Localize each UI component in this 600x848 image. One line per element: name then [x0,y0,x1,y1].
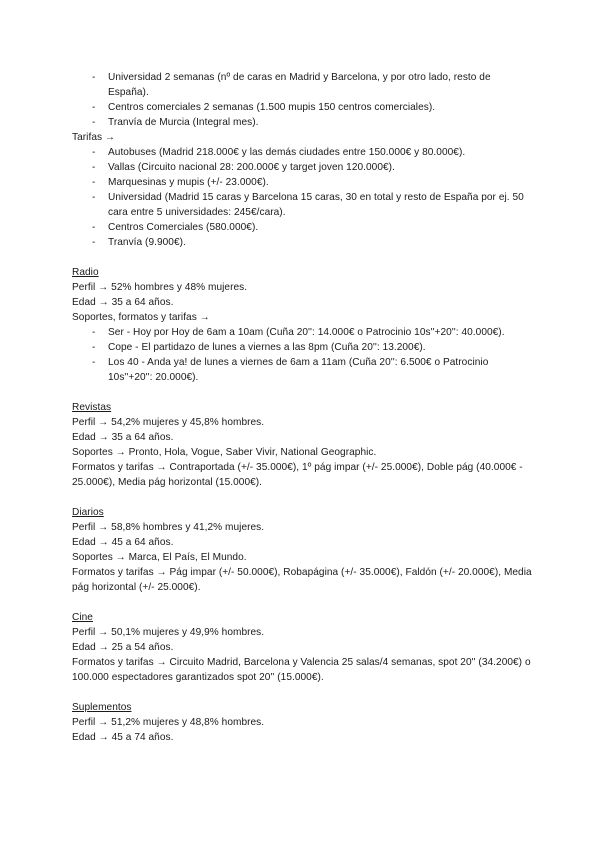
list-item: - Universidad 2 semanas (nº de caras en Madrid y Barcelona, y por otro lado, resto de España). [72,70,532,100]
tarifas-label: Tarifas → [72,132,116,143]
cine-formatos: Formatos y tarifas → Circuito Madrid, Barcelona y Valencia 25 salas/4 semanas, spot 20'' (34.200€) o 100.000 espectadores garantizados spot 20'' (15.000€). [72,657,531,683]
suplementos-perfil: Perfil → 51,2% mujeres y 48,8% hombres. [72,717,265,728]
radio-soportes-label: Soportes, formatos y tarifas → [72,312,210,323]
section-heading-diarios: Diarios [72,507,104,518]
list-item: - Tranvía de Murcia (Integral mes). [72,115,532,130]
diarios-section [72,505,532,595]
list-item: - Vallas (Circuito nacional 28: 200.000€ y target joven 120.000€). [72,160,532,175]
diarios-soportes: Soportes → Marca, El País, El Mundo. [72,552,247,563]
cine-perfil: Perfil → 50,1% mujeres y 49,9% hombres. [72,627,265,638]
document-page [72,70,532,745]
section-heading-suplementos: Suplementos [72,702,132,713]
cine-edad: Edad → 25 a 54 años. [72,642,174,653]
exterior-list [72,70,532,130]
list-item: - Universidad (Madrid 15 caras y Barcelona 15 caras, 30 en total y resto de España por ej. 50 cara entre 5 universidades: 245€/cara). [72,190,532,220]
list-item: - Los 40 - Anda ya! de lunes a viernes de 6am a 11am (Cuña 20'': 6.500€ o Patrocinio 10s''+20'': 20.000€). [72,355,532,385]
list-item: - Marquesinas y mupis (+/- 23.000€). [72,175,532,190]
revistas-edad: Edad → 35 a 64 años. [72,432,174,443]
spacer [72,250,532,265]
list-item: - Autobuses (Madrid 218.000€ y las demás ciudades entre 150.000€ y 80.000€). [72,145,532,160]
spacer [72,490,532,505]
section-heading-cine: Cine [72,612,93,623]
tarifas-list [72,145,532,250]
list-item: - Centros comerciales 2 semanas (1.500 mupis 150 centros comerciales). [72,100,532,115]
radio-section [72,265,532,385]
spacer [72,595,532,610]
radio-edad: Edad → 35 a 64 años. [72,297,174,308]
spacer [72,385,532,400]
list-item: - Cope - El partidazo de lunes a viernes a las 8pm (Cuña 20'': 13.200€). [72,340,532,355]
section-heading-revistas: Revistas [72,402,112,413]
list-item: - Centros Comerciales (580.000€). [72,220,532,235]
revistas-soportes: Soportes → Pronto, Hola, Vogue, Saber Vivir, National Geographic. [72,447,377,458]
radio-perfil: Perfil → 52% hombres y 48% mujeres. [72,282,248,293]
list-item: - Ser - Hoy por Hoy de 6am a 10am (Cuña 20'': 14.000€ o Patrocinio 10s''+20'': 40.000€). [72,325,532,340]
revistas-perfil: Perfil → 54,2% mujeres y 45,8% hombres. [72,417,265,428]
suplementos-edad: Edad → 45 a 74 años. [72,732,174,743]
suplementos-section [72,700,532,745]
diarios-edad: Edad → 45 a 64 años. [72,537,174,548]
diarios-perfil: Perfil → 58,8% hombres y 41,2% mujeres. [72,522,265,533]
diarios-formatos: Formatos y tarifas → Pág impar (+/- 50.000€), Robapágina (+/- 35.000€), Faldón (+/- 20.000€), Media pág horizontal (+/- 25.000€). [72,567,532,593]
cine-section [72,610,532,685]
section-heading-radio: Radio [72,267,99,278]
radio-list [72,325,532,385]
revistas-formatos: Formatos y tarifas → Contraportada (+/- 35.000€), 1º pág impar (+/- 25.000€), Doble pág (40.000€ - 25.000€), Media pág horizontal (15.000€). [72,462,523,488]
revistas-section [72,400,532,490]
spacer [72,685,532,700]
list-item: - Tranvía (9.900€). [72,235,532,250]
